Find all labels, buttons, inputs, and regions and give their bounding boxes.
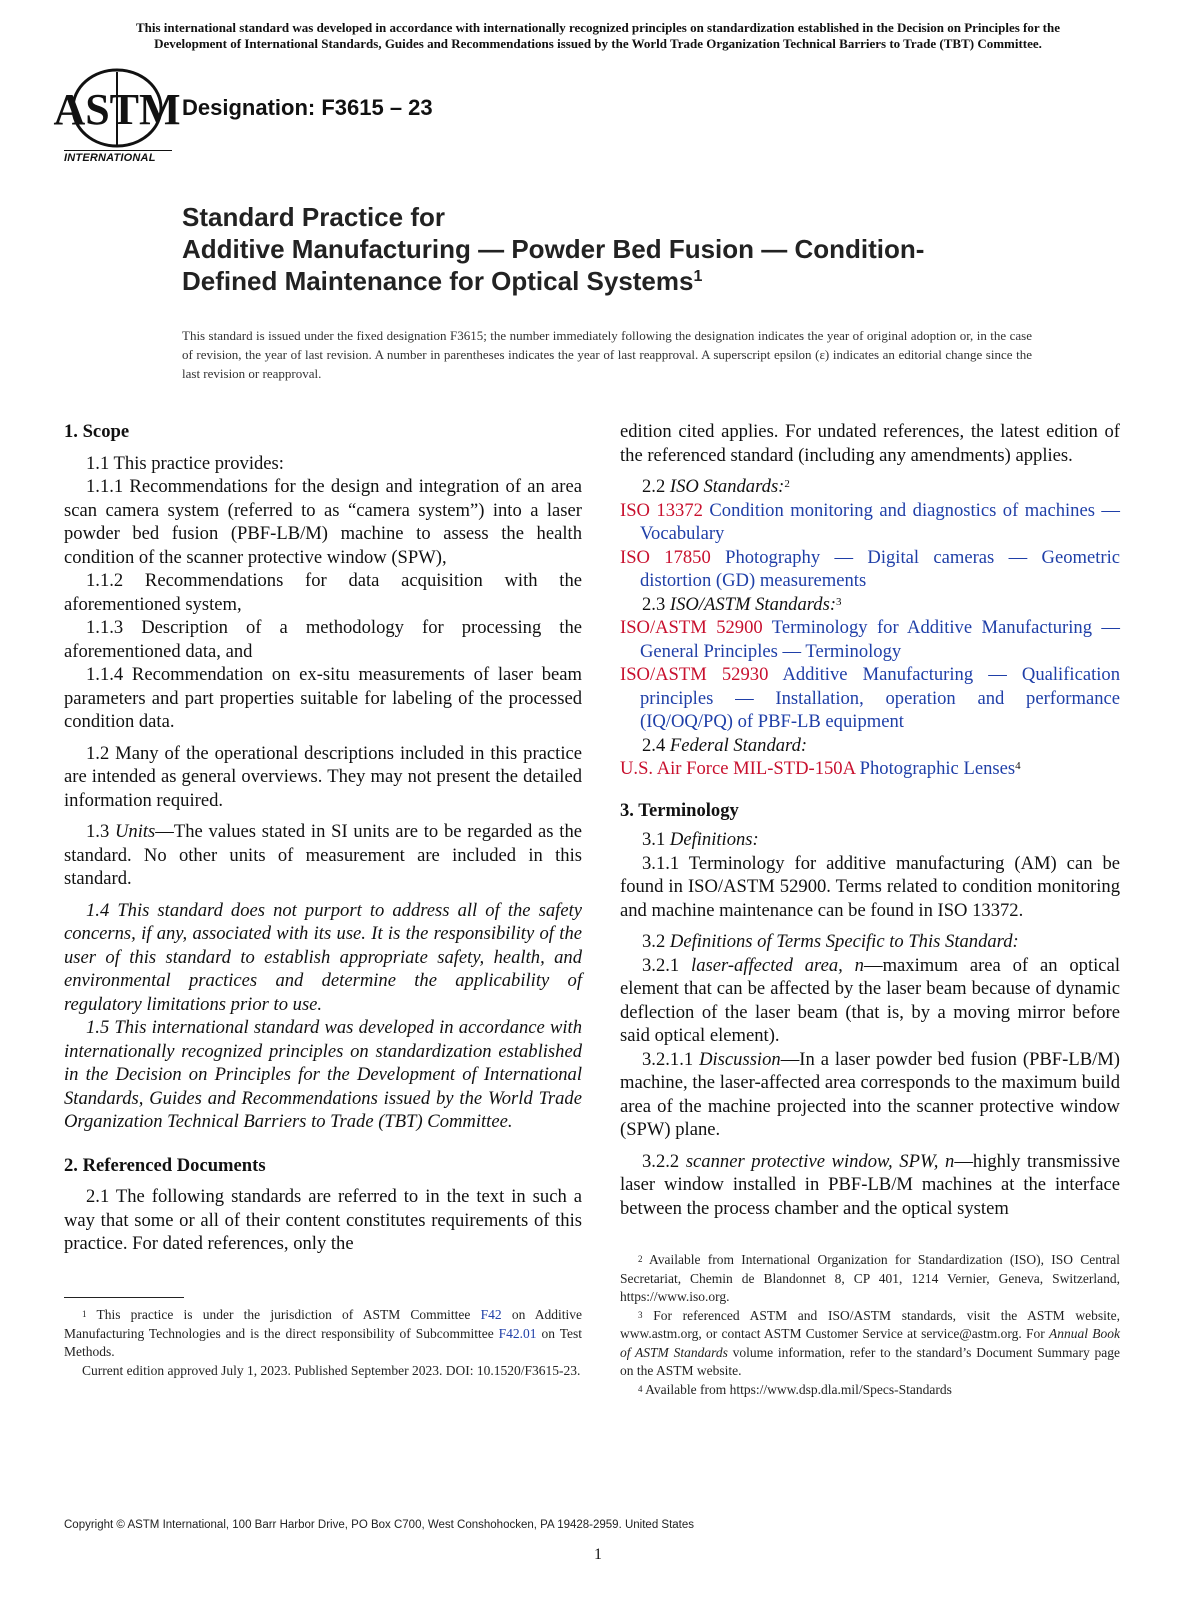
para-1-4: 1.4 This standard does not purport to address all of the safety concerns, if any, associated with its use. It is the responsibility of the user of this standard to establish appropriate safety, health, and environmental practices and determine the applicability of regulatory limitations prior to use. [64,899,582,1015]
reference-iso-astm-52930[interactable]: ISO/ASTM 52930 Additive Manufacturing — Qualification principles — Installation, operation and performance (IQ/OQ/PQ) of PBF-LB equipment [620,664,1121,732]
astm-logo [53,68,181,168]
para-2-1: 2.1 The following standards are referred to in the text in such a way that some or all of their content constitutes requirements of this practice. For dated references, only the [64,1186,582,1254]
notice-line-2: Development of International Standards, Guides and Recommendations issued by the World Trade Organization Technical Barriers to Trade (TBT) Committee. [154,36,1042,51]
footnote-1: $^1$ This practice is under the jurisdiction of ASTM Committee F42 on Additive Manufacturing Technologies and is the direct responsibility of Subcommittee F42.01 on Test Methods. [64,1307,583,1359]
para-2-4: 2.4 Federal Standard: [642,734,808,756]
para-3-2-1: 3.2.1 laser-affected area, n—maximum area of an optical element that can be affected by the laser beam because of dynamic deflection of the laser beam (that is, by a moving mirror before said optical element). [620,954,1120,1046]
left-column [64,420,582,1256]
designation: Designation: F3615 – 23 [182,95,433,120]
footnote-4: $^4$ Available from https://www.dsp.dla.mil/Specs-Standards [638,1381,952,1397]
top-notice [40,20,1156,52]
footnote-divider-left [64,1297,184,1298]
para-2-1-continued: edition cited applies. For undated references, the latest edition of the referenced standard (including any amendments) applies. [620,421,1120,466]
footnotes-left [64,1306,582,1380]
reference-mil-std-150a[interactable]: U.S. Air Force MIL-STD-150A Photographic Lenses$^4$ [620,758,1021,779]
para-2-3: 2.3 ISO/ASTM Standards:$^3$ [642,593,842,615]
reference-iso-astm-52900[interactable]: ISO/ASTM 52900 Terminology for Additive Manufacturing — General Principles — Terminology [620,617,1121,662]
para-2-2: 2.2 ISO Standards:$^2$ [642,476,790,497]
issue-note: This standard is issued under the fixed designation F3615; the number immediately following the designation indicates the year of original adoption or, in the case of revision, the year of last revision. A number in parentheses indicates the year of last reapproval. A superscript epsilon (ε) indicates an editorial change since the last revision or reapproval. [182,328,1032,381]
para-1-1-1: 1.1.1 Recommendations for the design and integration of an area scan camera system (referred to as “camera system”) into a laser powder bed fusion (PBF-LB/M) machine to assess the health condition of the scanner protective window (SPW), [64,476,582,568]
logo-text: ASTM [53,85,181,134]
footnotes-right [620,1251,1120,1399]
para-1-1-4: 1.1.4 Recommendation on ex-situ measurements of laser beam parameters and part properties suitable for labeling of the processed condition data. [64,664,582,732]
para-3-2: 3.2 Definitions of Terms Specific to This Standard: [642,931,1019,952]
para-3-1-1: 3.1.1 Terminology for additive manufacturing (AM) can be found in ISO/ASTM 52900. Terms related to condition monitoring and machine maintenance can be found in ISO 13372. [620,852,1120,921]
para-1-1-3: 1.1.3 Description of a methodology for processing the aforementioned data, and [64,617,582,662]
subcommittee-f42-01-link[interactable]: F42.01 [498,1325,537,1341]
committee-f42-link[interactable]: F42 [480,1307,502,1322]
document-title [182,201,1082,297]
section-heading-terminology: 3. Terminology [620,799,739,821]
para-1-2: 1.2 Many of the operational descriptions included in this practice are intended as general overviews. They may not present the detailed information required. [64,742,582,811]
page-number: 1 [594,1546,602,1563]
title-line-3: Defined Maintenance for Optical Systems$^1$ [182,266,703,296]
para-1-3: 1.3 Units—The values stated in SI units are to be regarded as the standard. No other units of measurement are included in this standard. [64,821,582,889]
para-1-5: 1.5 This international standard was developed in accordance with internationally recognized principles on standardization established in the Decision on Principles for the Development of International Standards, Guides and Recommendations issued by the World Trade Organization Technical Barriers to Trade (TBT) Committee. [64,1017,582,1132]
copyright-line: Copyright © ASTM International, 100 Barr Harbor Drive, PO Box C700, West Conshohocken, PA 19428-2959. United States [64,1519,695,1531]
reference-iso-17850[interactable]: ISO 17850 Photography — Digital cameras — Geometric distortion (GD) measurements [620,546,1121,591]
logo-subtitle: INTERNATIONAL [64,150,172,164]
title-line-1: Standard Practice for [182,202,445,232]
title-footnote-ref[interactable]: 1 [693,268,703,285]
para-3-2-2: 3.2.2 scanner protective window, SPW, n—highly transmissive laser window installed in PBF-LB/M machines at the interface between the process chamber and the optical system [620,1150,1120,1219]
footnote-2: $^2$ Available from International Organization for Standardization (ISO), ISO Central Secretariat, Chemin de Blandonnet 8, CP 401, 1214 Vernier, Geneva, Switzerland, https://www.iso.org. [620,1252,1120,1304]
section-heading-scope: 1. Scope [64,421,130,442]
title-line-2: Additive Manufacturing — Powder Bed Fusion — Condition- [182,234,925,264]
footnote-3: $^3$ For referenced ASTM and ISO/ASTM standards, visit the ASTM website, www.astm.org, or contact ASTM Customer Service at service@astm.org. For Annual Book of ASTM Standards volume information, refer to the standard’s Document Summary page on the ASTM website. [620,1307,1121,1378]
footnote-1-edition: Current edition approved July 1, 2023. Published September 2023. DOI: 10.1520/F3615-23. [82,1362,581,1378]
astm-logo-mark-icon [53,68,181,150]
right-column [620,420,1120,1220]
para-3-1: 3.1 Definitions: [642,829,759,850]
para-3-2-1-1: 3.2.1.1 Discussion—In a laser powder bed fusion (PBF-LB/M) machine, the laser-affected area corresponds to the maximum build area of the machine projected into the scanner protective window (SPW) plane. [620,1048,1120,1140]
para-1-1: 1.1 This practice provides: [86,452,284,474]
para-1-1-2: 1.1.2 Recommendations for data acquisition with the aforementioned system, [64,570,582,615]
section-heading-referenced-documents: 2. Referenced Documents [64,1154,266,1176]
notice-line-1: This international standard was developed in accordance with internationally recognized principles on standardization established in the Decision on Principles for the [135,20,1060,35]
reference-iso-13372[interactable]: ISO 13372 Condition monitoring and diagnostics of machines — Vocabulary [620,499,1120,544]
